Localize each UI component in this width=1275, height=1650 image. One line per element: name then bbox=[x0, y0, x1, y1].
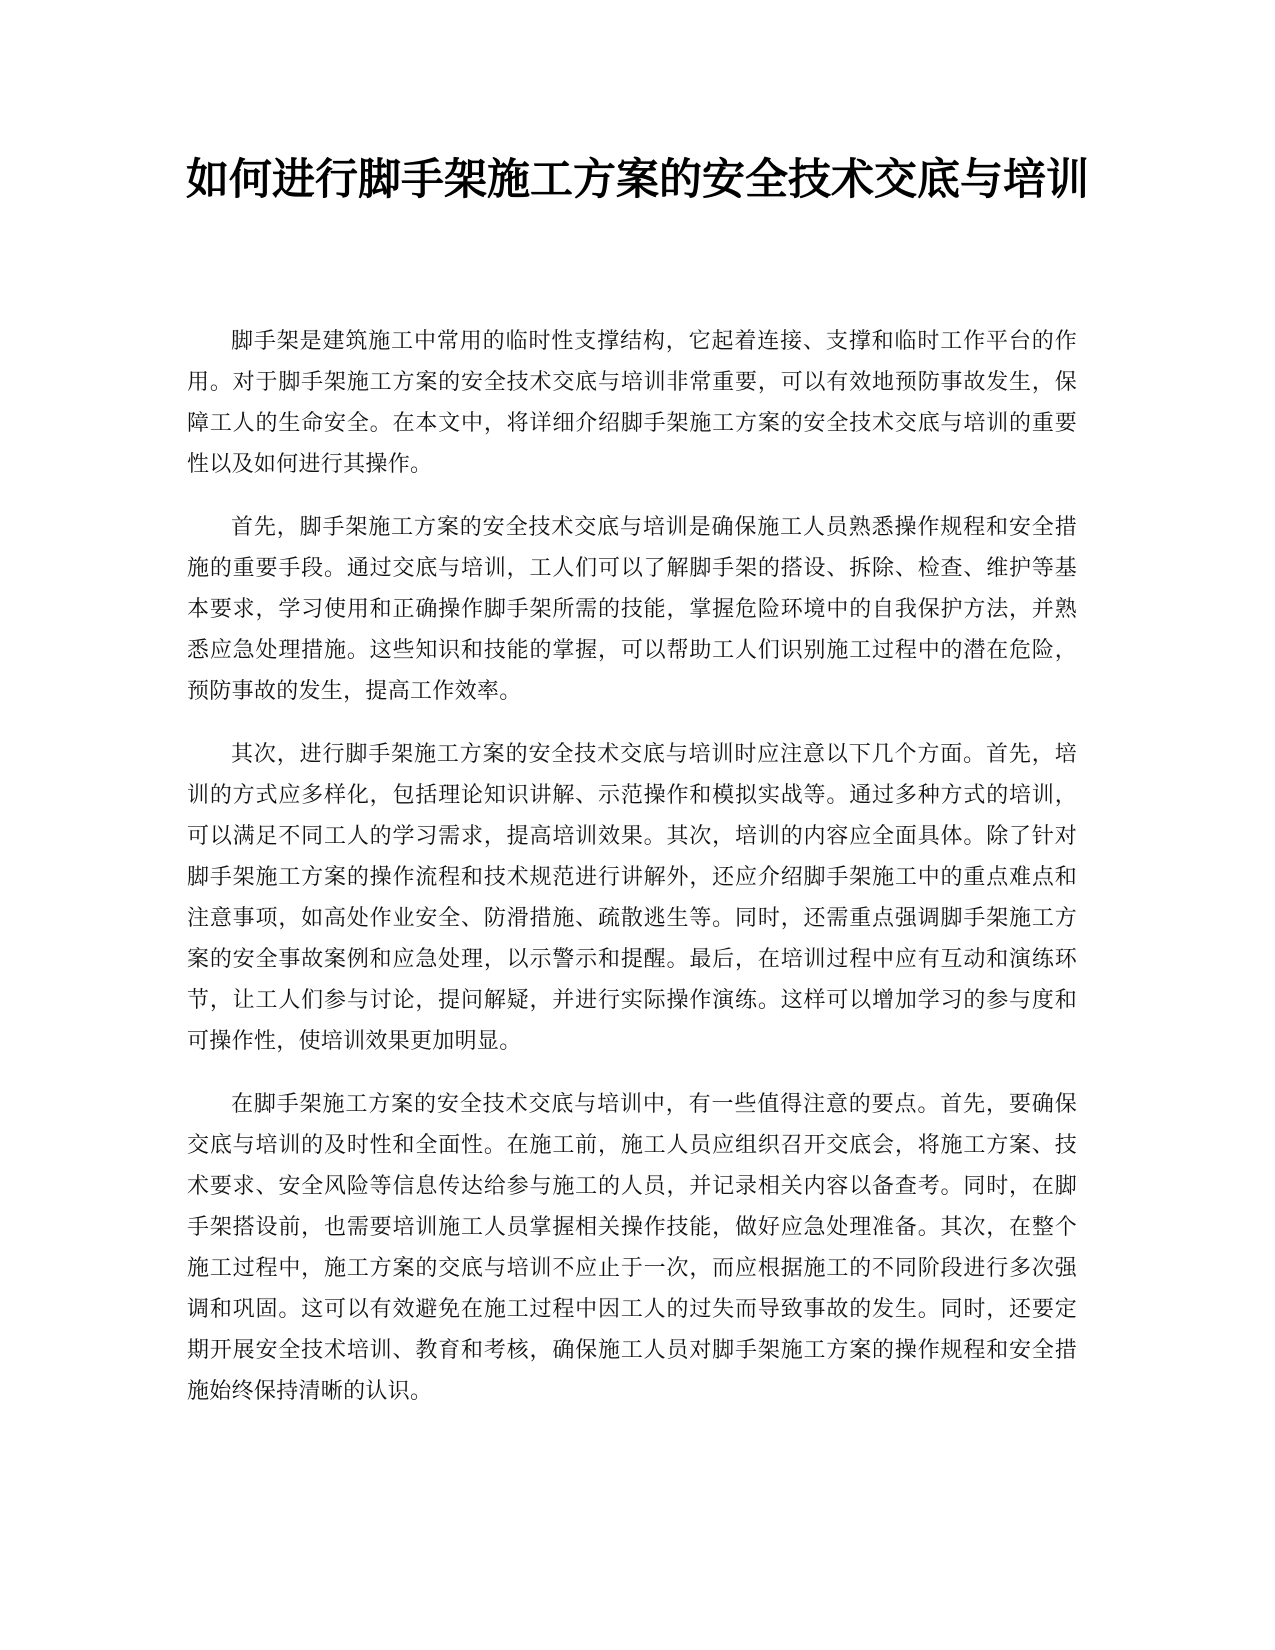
paragraph-2: 首先，脚手架施工方案的安全技术交底与培训是确保施工人员熟悉操作规程和安全措施的重要手段。通过交底与培训，工人们可以了解脚手架的搭设、拆除、检查、维护等基本要求，学习使用和正确操作脚手架所需的技能，掌握危险环境中的自我保护方法，并熟悉应急处理措施。这些知识和技能的掌握，可以帮助工人们识别施工过程中的潜在危险，预防事故的发生，提高工作效率。 bbox=[187, 515, 1077, 704]
paragraph-4: 在脚手架施工方案的安全技术交底与培训中，有一些值得注意的要点。首先，要确保交底与培训的及时性和全面性。在施工前，施工人员应组织召开交底会，将施工方案、技术要求、安全风险等信息传达给参与施工的人员，并记录相关内容以备查考。同时，在脚手架搭设前，也需要培训施工人员掌握相关操作技能，做好应急处理准备。其次，在整个施工过程中，施工方案的交底与培训不应止于一次，而应根据施工的不同阶段进行多次强调和巩固。这可以有效避免在施工过程中因工人的过失而导致事故的发生。同时，还要定期开展安全技术培训、教育和考核，确保施工人员对脚手架施工方案的操作规程和安全措施始终保持清晰的认识。 bbox=[187, 1092, 1077, 1404]
paragraph-1: 脚手架是建筑施工中常用的临时性支撑结构，它起着连接、支撑和临时工作平台的作用。对于脚手架施工方案的安全技术交底与培训非常重要，可以有效地预防事故发生，保障工人的生命安全。在本文中，将详细介绍脚手架施工方案的安全技术交底与培训的重要性以及如何进行其操作。 bbox=[187, 329, 1077, 477]
document-body bbox=[187, 321, 1077, 1434]
paragraph-3: 其次，进行脚手架施工方案的安全技术交底与培训时应注意以下几个方面。首先，培训的方式应多样化，包括理论知识讲解、示范操作和模拟实战等。通过多种方式的培训，可以满足不同工人的学习需求，提高培训效果。其次，培训的内容应全面具体。除了针对脚手架施工方案的操作流程和技术规范进行讲解外，还应介绍脚手架施工中的重点难点和注意事项，如高处作业安全、防滑措施、疏散逃生等。同时，还需重点强调脚手架施工方案的安全事故案例和应急处理，以示警示和提醒。最后，在培训过程中应有互动和演练环节，让工人们参与讨论，提问解疑，并进行实际操作演练。这样可以增加学习的参与度和可操作性，使培训效果更加明显。 bbox=[187, 742, 1077, 1054]
document-title: 如何进行脚手架施工方案的安全技术交底与培训 bbox=[186, 155, 1089, 205]
